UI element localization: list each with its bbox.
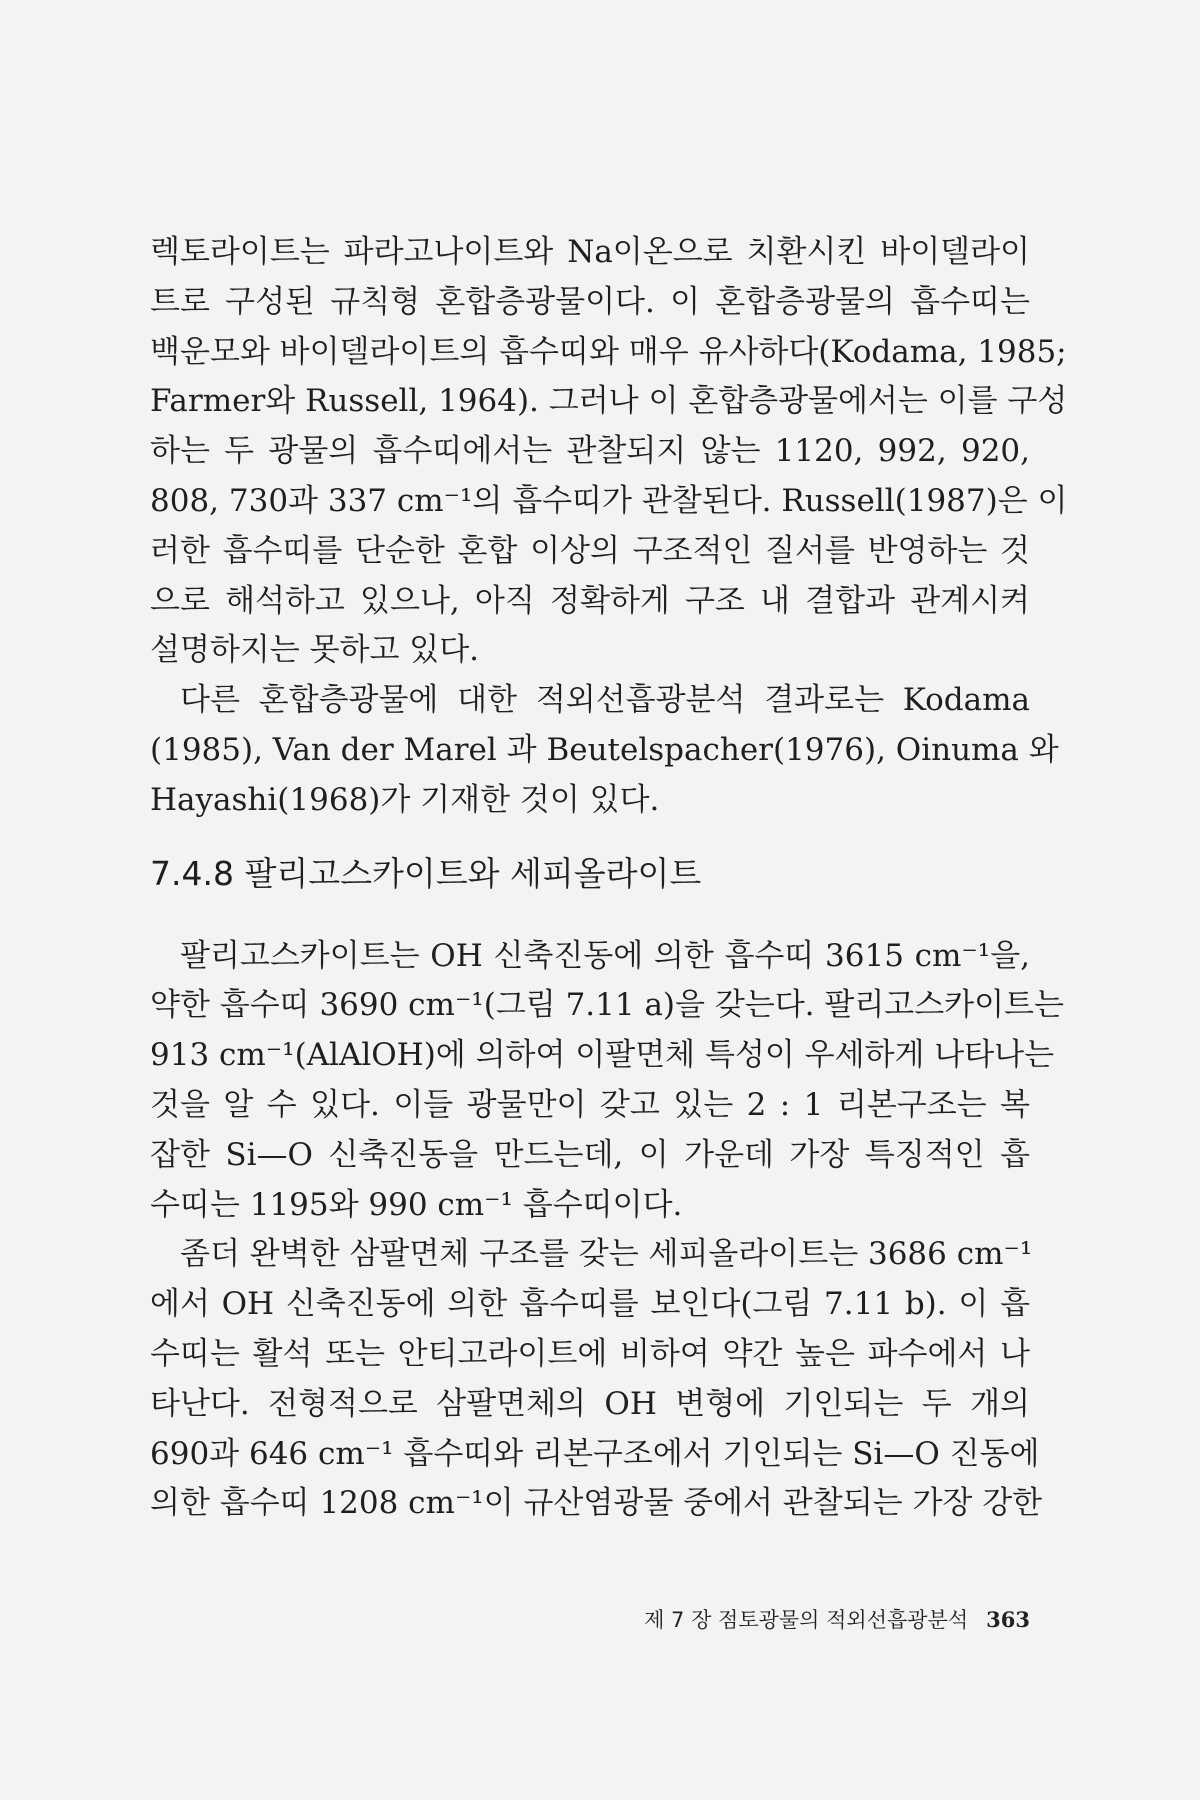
- text-line: Hayashi(1968)가 기재한 것이 있다.: [150, 781, 660, 818]
- text-line: 설명하지는 못하고 있다.: [150, 632, 480, 669]
- text-line: 잡한 Si—O 신축진동을 만드는데, 이 가운데 가장 특징적인 흡: [150, 1136, 1030, 1173]
- text-line: 의한 흡수띠 1208 cm⁻¹이 규산염광물 중에서 관찰되는 가장 강한: [150, 1485, 1043, 1522]
- text-line: 타난다. 전형적으로 삼팔면체의 OH 변형에 기인되는 두 개의: [150, 1385, 1030, 1422]
- page-number: 363: [986, 1607, 1030, 1632]
- text-line: 트로 구성된 규칙형 혼합층광물이다. 이 혼합층광물의 흡수띠는: [150, 283, 1030, 320]
- text-line: 수띠는 활석 또는 안티고라이트에 비하여 약간 높은 파수에서 나: [150, 1335, 1030, 1372]
- text-line: 하는 두 광물의 흡수띠에서는 관찰되지 않는 1120, 992, 920,: [150, 433, 1030, 470]
- text-line: 백운모와 바이델라이트의 흡수띠와 매우 유사하다(Kodama, 1985;: [150, 333, 1067, 370]
- text-line: 다른 혼합층광물에 대한 적외선흡광분석 결과로는 Kodama: [180, 682, 1030, 719]
- chapter-title: 제 7 장 점토광물의 적외선흡광분석: [644, 1608, 969, 1632]
- text-line: 좀더 완벽한 삼팔면체 구조를 갖는 세피올라이트는 3686 cm⁻¹: [180, 1236, 1033, 1273]
- text-line: 수띠는 1195와 990 cm⁻¹ 흡수띠이다.: [150, 1186, 683, 1223]
- text-line: 약한 흡수띠 3690 cm⁻¹(그림 7.11 a)을 갖는다. 팔리고스카이트는: [150, 987, 1064, 1024]
- text-line: 렉토라이트는 파라고나이트와 Na이온으로 치환시킨 바이델라이: [150, 234, 1030, 270]
- paragraph-2: [150, 676, 1059, 825]
- text-line: 것을 알 수 있다. 이들 광물만이 갖고 있는 2 : 1 리본구조는 복: [150, 1086, 1030, 1123]
- text-line: 러한 흡수띠를 단순한 혼합 이상의 구조적인 질서를 반영하는 것: [150, 532, 1030, 569]
- text-line: (1985), Van der Marel 과 Beutelspacher(1976), Oinuma 와: [150, 731, 1059, 768]
- paragraph-4: [150, 1230, 1043, 1529]
- section-heading: 7.4.8 팔리고스카이트와 세피올라이트: [150, 853, 702, 893]
- text-line: 913 cm⁻¹(AlAlOH)에 의하여 이팔면체 특성이 우세하게 나타나는: [150, 1037, 1055, 1074]
- text-line: 으로 해석하고 있으나, 아직 정확하게 구조 내 결합과 관계시켜: [150, 582, 1030, 619]
- text-line: 808, 730과 337 cm⁻¹의 흡수띠가 관찰된다. Russell(1987)은 이: [150, 482, 1068, 519]
- text-line: 690과 646 cm⁻¹ 흡수띠와 리본구조에서 기인되는 Si—O 진동에: [150, 1435, 1040, 1472]
- paragraph-3: [150, 932, 1064, 1231]
- paragraph-1: [150, 228, 1068, 676]
- page-body: [150, 228, 1068, 1529]
- page-footer: [644, 1606, 1030, 1634]
- text-line: 에서 OH 신축진동에 의한 흡수띠를 보인다(그림 7.11 b). 이 흡: [150, 1286, 1030, 1323]
- text-line: 팔리고스카이트는 OH 신축진동에 의한 흡수띠 3615 cm⁻¹을,: [180, 937, 1030, 974]
- text-line: Farmer와 Russell, 1964). 그러나 이 혼합층광물에서는 이를 구성: [150, 383, 1068, 420]
